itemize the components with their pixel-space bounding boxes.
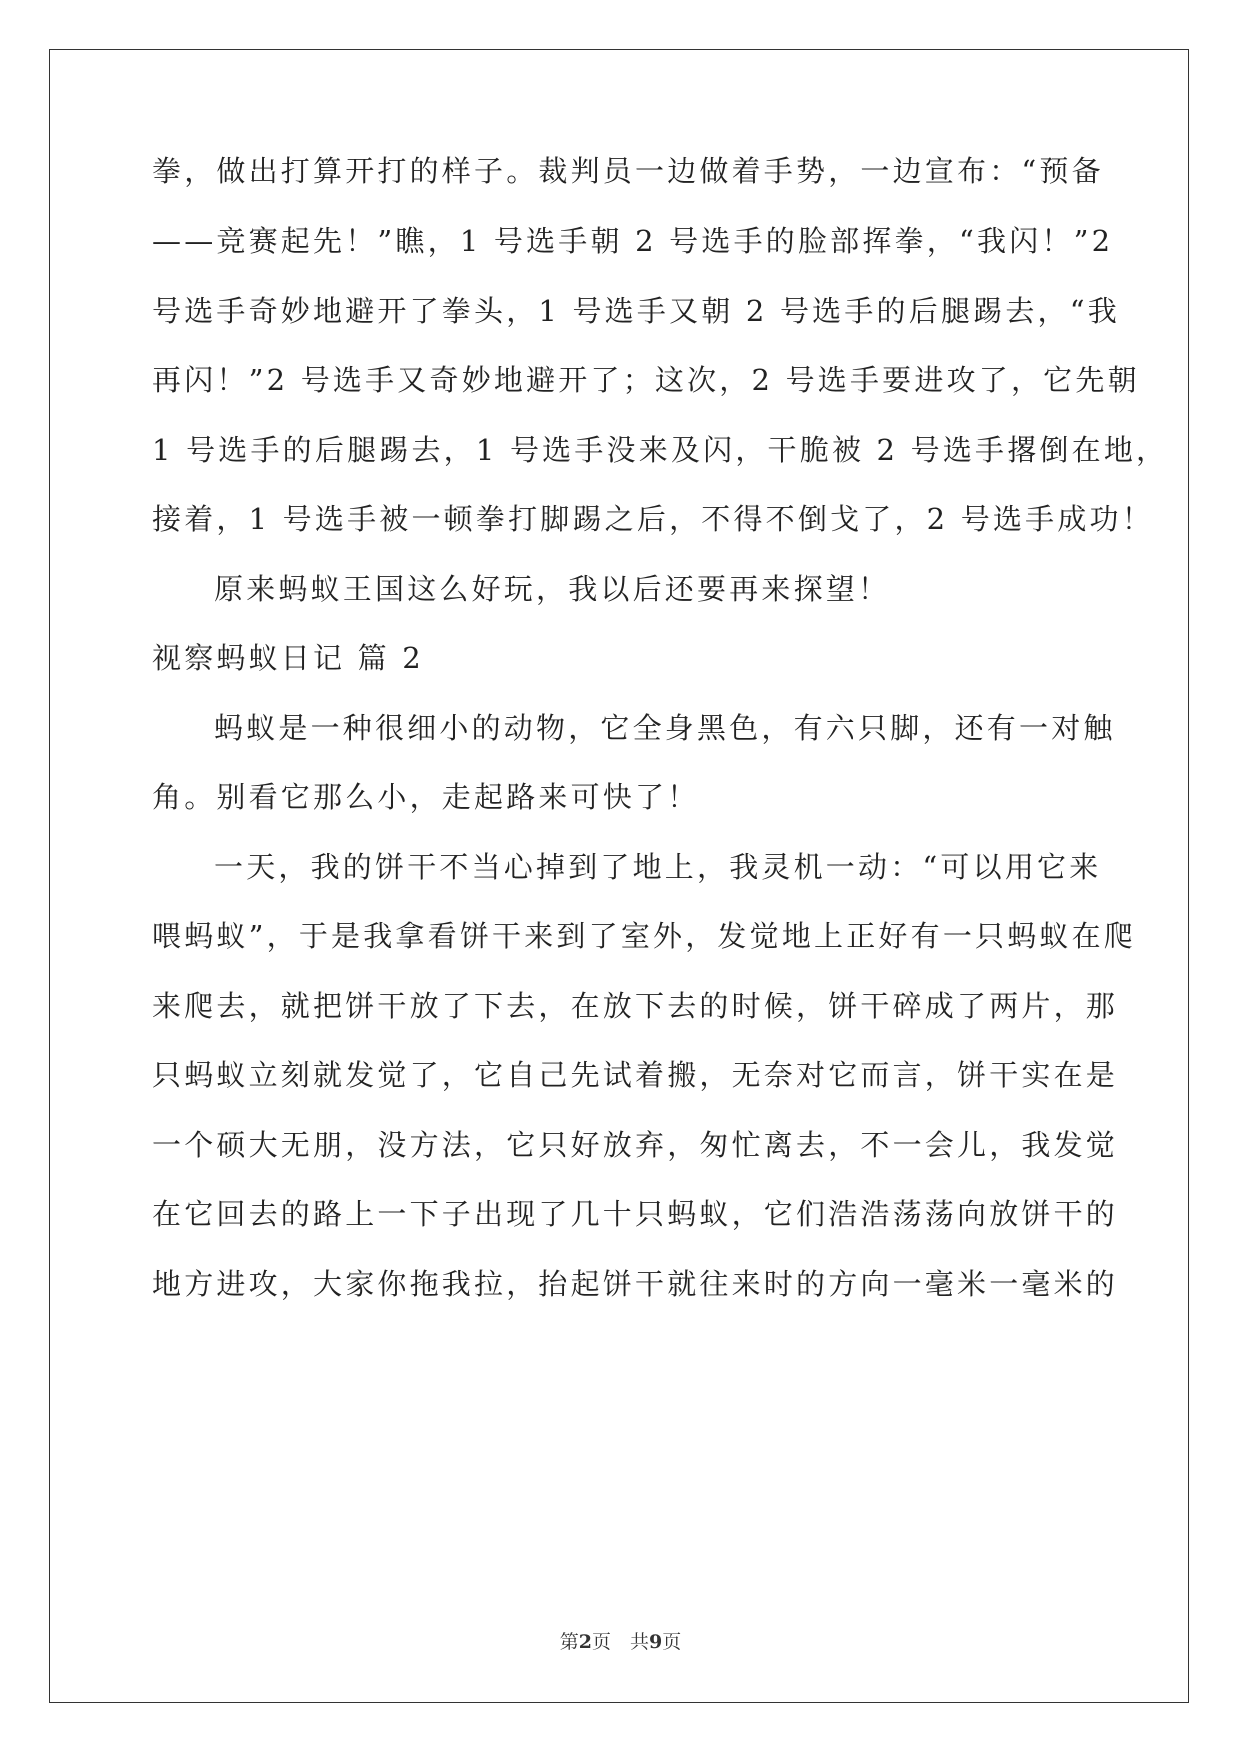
paragraph-line-1: 拳，做出打算开打的样子。裁判员一边做着手势，一边宣布：“预备 [152, 154, 1104, 188]
footer-prefix: 第 [559, 1631, 579, 1653]
paragraph-line-15: 一个硕大无朋，没方法，它只好放弃，匆忙离去，不一会儿，我发觉 [152, 1128, 1119, 1162]
paragraph-line-16: 在它回去的路上一下子出现了几十只蚂蚁，它们浩浩荡荡向放饼干的 [152, 1197, 1119, 1231]
paragraph-line-9: 蚂蚁是一种很细小的动物，它全身黑色，有六只脚，还有一对触 [214, 711, 1116, 745]
paragraph-line-7: 原来蚂蚁王国这么好玩，我以后还要再来探望！ [214, 572, 891, 606]
footer-mid: 页 共 [591, 1631, 649, 1653]
page-footer [0, 1627, 1241, 1654]
paragraph-line-11: 一天，我的饼干不当心掉到了地上，我灵机一动：“可以用它来 [214, 850, 1102, 884]
paragraph-line-3: 号选手奇妙地避开了拳头，1 号选手又朝 2 号选手的后腿踢去，“我 [152, 294, 1120, 328]
paragraph-line-13: 来爬去，就把饼干放了下去，在放下去的时候，饼干碎成了两片，那 [152, 989, 1119, 1023]
paragraph-line-6: 接着，1 号选手被一顿拳打脚踢之后，不得不倒戈了，2 号选手成功！ [152, 502, 1154, 536]
section-heading: 视察蚂蚁日记 篇 2 [152, 641, 424, 675]
paragraph-line-12: 喂蚂蚁”，于是我拿看饼干来到了室外，发觉地上正好有一只蚂蚁在爬 [152, 919, 1137, 953]
paragraph-line-4: 再闪！”2 号选手又奇妙地避开了；这次，2 号选手要进攻了，它先朝 [152, 363, 1140, 397]
current-page-number: 2 [578, 1631, 592, 1653]
paragraph-line-14: 只蚂蚁立刻就发觉了，它自己先试着搬，无奈对它而言，饼干实在是 [152, 1058, 1119, 1092]
paragraph-line-17: 地方进攻，大家你拖我拉，抬起饼干就往来时的方向一毫米一毫米的 [152, 1267, 1119, 1301]
paragraph-line-10: 角。别看它那么小，走起路来可快了！ [152, 780, 700, 814]
total-page-number: 9 [649, 1631, 663, 1653]
paragraph-line-2: ——竞赛起先！”瞧，1 号选手朝 2 号选手的脸部挥拳，“我闪！”2 [152, 224, 1114, 258]
paragraph-line-5: 1 号选手的后腿踢去，1 号选手没来及闪，干脆被 2 号选手撂倒在地， [152, 433, 1169, 467]
footer-suffix: 页 [662, 1631, 682, 1653]
